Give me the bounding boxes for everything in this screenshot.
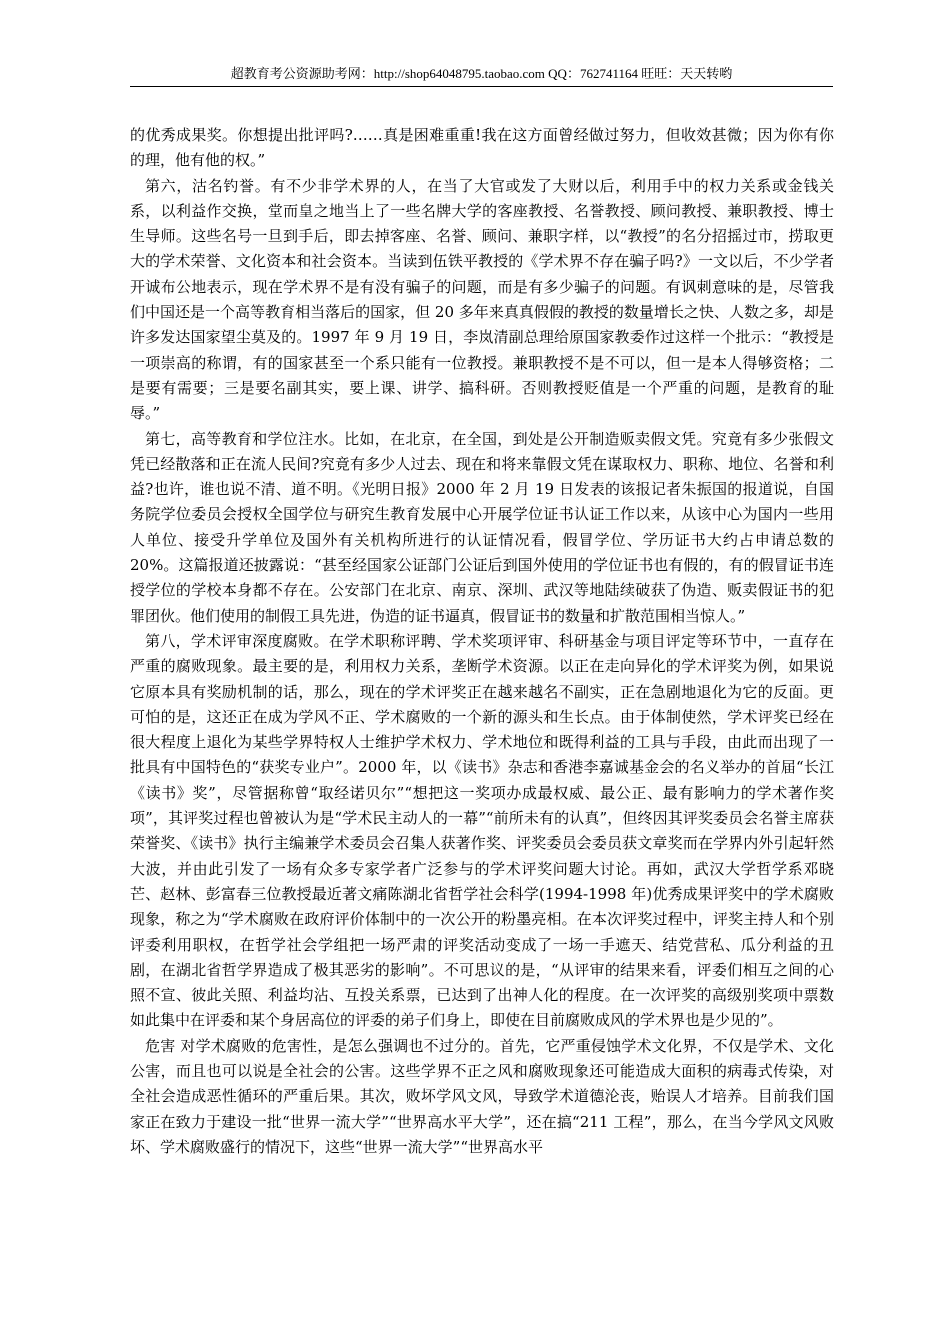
paragraph-sixth-point: 第六，沽名钓誉。有不少非学术界的人，在当了大官或发了大财以后，利用手中的权力关系或金钱关系，以利益作交换，堂而皇之地当上了一些名牌大学的客座教授、名誉教授、顾问教授、兼职教授、博士生导师。这些名号一旦到手后，即去掉客座、名誉、顾问、兼职字样，以“教授”的名分招摇过市，捞取更大的学术荣誉、文化资本和社会资本。当读到伍铁平教授的《学术界不存在骗子吗?》一文以后，不少学者开诚布公地表示，现在学术界不是有没有骗子的问题，而是有多少骗子的问题。有讽刺意味的是，尽管我们中国还是一个高等教育相当落后的国家，但 20 多年来真真假假的教授的数量增长之快、人数之多，却是许多发达国家望尘莫及的。1997 年 9 月 19 日，李岚清副总理给原国家教委作过这样一个批示：“教授是一项崇高的称谓，有的国家甚至一个系只能有一位教授。兼职教授不是不可以，但一是本人得够资格；二是要有需要；三是要名副其实，要上课、讲学、搞科研。否则教授贬值是一个严重的问题，是教育的耻辱。” (130, 176, 834, 423)
document-body (130, 123, 834, 1160)
paragraph-harm: 危害 对学术腐败的危害性，是怎么强调也不过分的。首先，它严重侵蚀学术文化界，不仅是学术、文化公害，而且也可以说是全社会的公害。这些学界不正之风和腐败现象还可能造成大面积的病毒式传染，对全社会造成恶性循环的严重后果。其次，败坏学风文风，导致学术道德沦丧，贻误人才培养。目前我们国家正在致力于建设一批“世界一流大学”“世界高水平大学”，还在搞“211 工程”，那么，在当今学风文风败坏、学术腐败盛行的情况下，这些“世界一流大学”“世界高水平 (130, 1036, 834, 1156)
paragraph-seventh-point: 第七，高等教育和学位注水。比如，在北京，在全国，到处是公开制造贩卖假文凭。究竟有多少张假文凭已经散落和正在流人民间?究竟有多少人过去、现在和将来靠假文凭在谋取权力、职称、地位、名誉和利益?也许，谁也说不清、道不明。《光明日报》2000 年 2 月 19 日发表的该报记者朱振国的报道说，自国务院学位委员会授权全国学位与研究生教育发展中心开展学位证书认证工作以来，从该中心为国内一些用人单位、接受升学单位及国外有关机构所进行的认证情况看，假冒学位、学历证书大约占申请总数的 20%。这篇报道还披露说：“甚至经国家公证部门公证后到国外使用的学位证书也有假的，有的假冒证书连授学位的学校本身都不存在。公安部门在北京、南京、深圳、武汉等地陆续破获了伪造、贩卖假证书的犯罪团伙。他们使用的制假工具先进，伪造的证书逼真，假冒证书的数量和扩散范围相当惊人。” (130, 429, 834, 625)
paragraph-eighth-point: 第八，学术评审深度腐败。在学术职称评聘、学术奖项评审、科研基金与项目评定等环节中，一直存在严重的腐败现象。最主要的是，利用权力关系，垄断学术资源。以正在走向异化的学术评奖为例，如果说它原本具有奖励机制的话，那么，现在的学术评奖正在越来越名不副实，正在急剧地退化为它的反面。更可怕的是，这还正在成为学风不正、学术腐败的一个新的源头和生长点。由于体制使然，学术评奖已经在很大程度上退化为某些学界特权人士维护学术权力、学术地位和既得利益的工具与手段，由此而出现了一批具有中国特色的“获奖专业户”。2000 年，以《读书》杂志和香港李嘉诚基金会的名义举办的首届“长江《读书》奖”，尽管据称曾“取经诺贝尔”“想把这一奖项办成最权威、最公正、最有影响力的学术著作奖项”，其评奖过程也曾被认为是“学术民主动人的一幕”“前所未有的认真”，但终因其评奖委员会名誉主席获荣誉奖、《读书》执行主编兼学术委员会召集人获著作奖、评奖委员会委员获文章奖而在学界内外引起轩然大波，并由此引发了一场有众多专家学者广泛参与的学术评奖问题大讨论。再如，武汉大学哲学系邓晓芒、赵林、彭富春三位教授最近著文痛陈湖北省哲学社会科学(1994-1998 年)优秀成果评奖中的学术腐败现象，称之为“学术腐败在政府评价体制中的一次公开的粉墨亮相。在本次评奖过程中，评奖主持人和个别评委利用职权，在哲学社会学组把一场严肃的评奖活动变成了一场一手遮天、结党营私、瓜分利益的丑剧，在湖北省哲学界造成了极其恶劣的影响”。不可思议的是，“从评审的结果来看，评委们相互之间的心照不宣、彼此关照、利益均沾、互投关系票，已达到了出神人化的程度。在一次评奖的高级别奖项中票数如此集中在评委和某个身居高位的评委的弟子们身上，即使在目前腐败成风的学术界也是少见的”。 (130, 631, 834, 1030)
header-divider (130, 86, 833, 87)
paragraph-continuation: 的优秀成果奖。你想提出批评吗?……真是困难重重!我在这方面曾经做过努力，但收效甚微；因为你有你的理，他有他的权。” (130, 126, 834, 170)
page-header: 超教育考公资源助考网：http://shop64048795.taobao.com QQ：762741164 旺旺：天天转哟 (230, 66, 733, 81)
